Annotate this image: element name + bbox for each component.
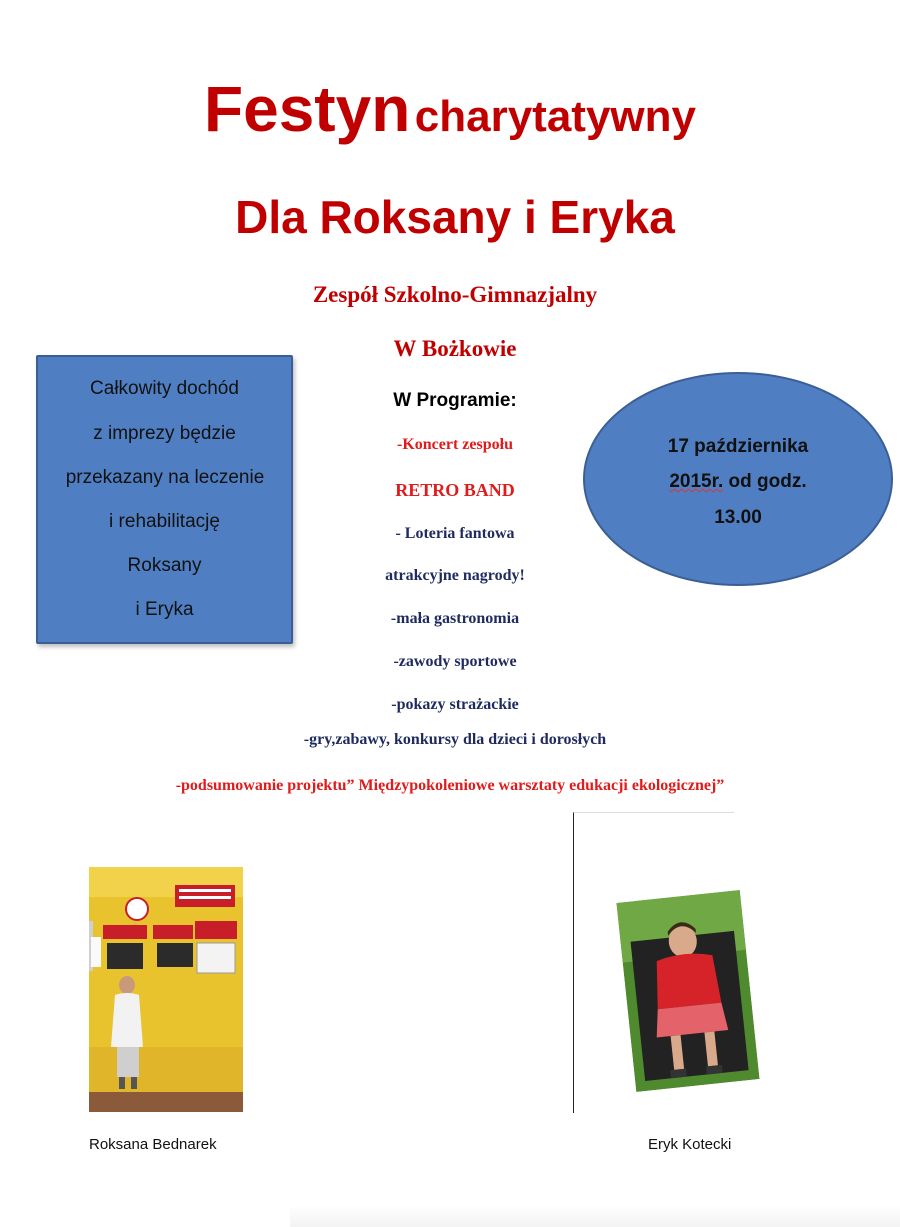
event-date: 17 października bbox=[667, 436, 809, 457]
program-heading: W Programie: bbox=[393, 390, 517, 411]
program-item-lottery: - Loteria fantowa bbox=[395, 525, 515, 542]
proceeds-line: i Eryka bbox=[135, 599, 194, 620]
proceeds-line: przekazany na leczenie bbox=[65, 467, 265, 488]
proceeds-line: Roksany bbox=[127, 555, 202, 576]
program-item-gastronomy: -mała gastronomia bbox=[390, 610, 520, 627]
eryk-photo bbox=[616, 890, 759, 1092]
program-item-firefighters: -pokazy strażackie bbox=[391, 696, 519, 713]
event-time: 13.00 bbox=[714, 507, 762, 528]
event-year-time bbox=[583, 471, 893, 493]
school-town: W Bożkowie bbox=[393, 336, 517, 361]
roksana-photo bbox=[89, 867, 243, 1112]
proceeds-line: z imprezy będzie bbox=[93, 423, 236, 444]
school-name: Zespół Szkolno-Gimnazjalny bbox=[312, 282, 598, 307]
title-word-festyn: Festyn bbox=[204, 73, 411, 145]
program-item-games: -gry,zabawy, konkursy dla dzieci i dorosłych bbox=[303, 731, 607, 748]
title-word-charytatywny: charytatywny bbox=[414, 92, 696, 141]
proceeds-line: Całkowity dochód bbox=[90, 378, 239, 399]
eryk-photo-image bbox=[616, 890, 759, 1092]
program-item-concert: -Koncert zespołu bbox=[397, 436, 513, 453]
eryk-caption: Eryk Kotecki bbox=[648, 1136, 732, 1153]
program-item-project-summary: -podsumowanie projektu” Międzypokoleniowe warsztaty edukacji ekologicznej” bbox=[175, 777, 725, 794]
event-year: 2015r. bbox=[669, 471, 724, 492]
event-from-hour: od godz. bbox=[723, 471, 807, 492]
roksana-caption: Roksana Bednarek bbox=[89, 1136, 217, 1153]
proceeds-line: i rehabilitację bbox=[109, 511, 220, 532]
program-item-sports: -zawody sportowe bbox=[393, 653, 517, 670]
roksana-photo-image bbox=[89, 867, 243, 1112]
program-item-band: RETRO BAND bbox=[395, 480, 515, 500]
event-title bbox=[0, 72, 900, 146]
program-item-prizes: atrakcyjne nagrody! bbox=[385, 567, 525, 584]
event-subtitle: Dla Roksany i Eryka bbox=[235, 191, 675, 243]
page-bottom-shadow bbox=[290, 1205, 900, 1227]
